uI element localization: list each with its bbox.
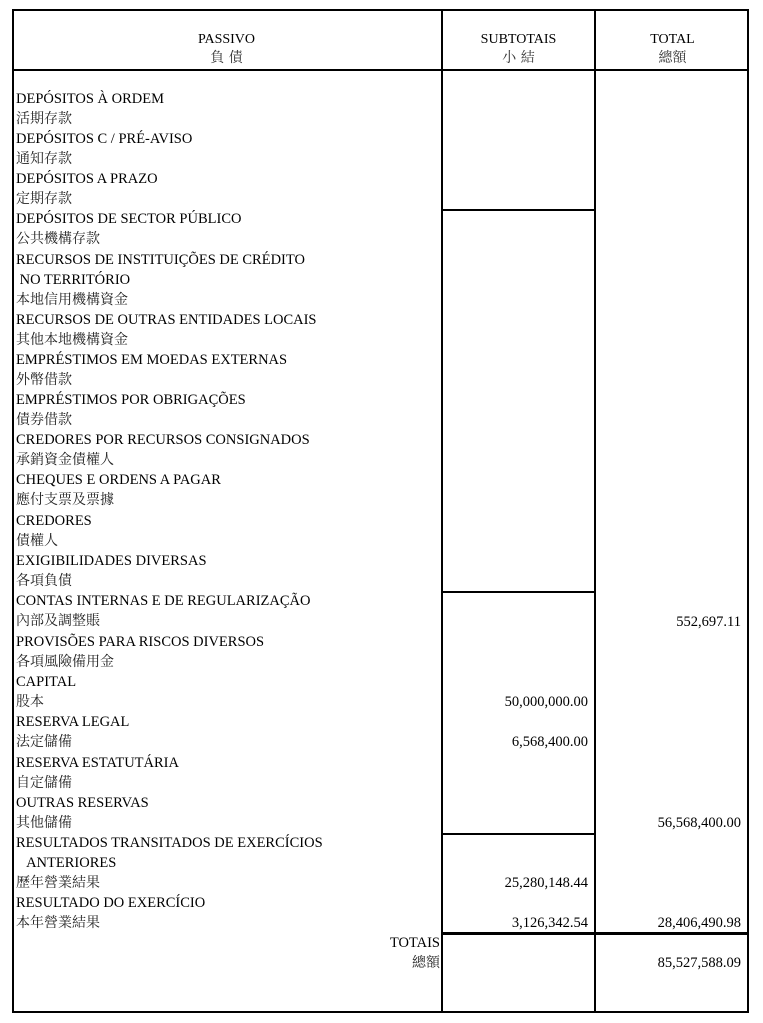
item-resultados-transitados xyxy=(16,833,323,893)
item-depositos-prazo xyxy=(16,169,158,209)
item-label: OUTRAS RESERVAS xyxy=(16,795,149,811)
header-total-label-zh: 總額 xyxy=(658,50,687,66)
item-exigibilidades-diversas xyxy=(16,551,207,591)
item-label: CONTAS INTERNAS E DE REGULARIZAÇÃO xyxy=(16,593,311,609)
totals-label xyxy=(390,933,440,973)
item-credores-recursos-consignados xyxy=(16,430,310,470)
item-label: EMPRÉSTIMOS EM MOEDAS EXTERNAS xyxy=(16,352,288,368)
item-depositos-pre-aviso xyxy=(16,129,192,169)
totals-label-zh: 總額 xyxy=(412,955,440,971)
item-label-zh: 內部及調整賬 xyxy=(16,613,100,629)
subtotal-reserva-legal: 6,568,400.00 xyxy=(511,734,588,750)
header-rule xyxy=(12,69,749,71)
item-label: CHEQUES E ORDENS A PAGAR xyxy=(16,472,221,488)
item-capital xyxy=(16,672,76,712)
item-label-zh: 應付支票及票據 xyxy=(16,492,114,508)
total-outras-reservas: 56,568,400.00 xyxy=(657,815,741,831)
item-label: RECURSOS DE OUTRAS ENTIDADES LOCAIS xyxy=(16,312,317,328)
item-label-zh: 承銷資金債權人 xyxy=(16,452,114,468)
group-rule xyxy=(441,833,596,835)
item-label-continued: NO TERRITÓRIO xyxy=(16,272,131,288)
totals-label-pt: TOTAIS xyxy=(389,935,440,951)
item-recursos-outras-entidades xyxy=(16,310,317,350)
column-divider xyxy=(594,9,596,1013)
total-contas-internas: 552,697.11 xyxy=(676,614,741,630)
total-resultado-exercicio: 28,406,490.98 xyxy=(657,915,741,931)
item-label-zh: 其他本地機構資金 xyxy=(16,332,128,348)
item-label: DEPÓSITOS DE SECTOR PÚBLICO xyxy=(16,211,242,227)
column-divider xyxy=(441,9,443,1013)
item-label: EXIGIBILIDADES DIVERSAS xyxy=(16,553,207,569)
item-label-zh: 本年營業結果 xyxy=(16,915,100,931)
item-label-zh: 自定儲備 xyxy=(16,775,72,791)
header-total xyxy=(596,30,749,68)
item-recursos-instituicoes-credito xyxy=(16,250,305,310)
item-reserva-estatutaria xyxy=(16,753,179,793)
item-label-zh: 公共機構存款 xyxy=(16,231,100,247)
subtotal-resultados-transitados: 25,280,148.44 xyxy=(504,875,588,891)
item-label: RESULTADO DO EXERCÍCIO xyxy=(16,895,206,911)
item-label-zh: 通知存款 xyxy=(16,151,72,167)
item-label: DEPÓSITOS A PRAZO xyxy=(16,171,158,187)
item-label-zh: 本地信用機構資金 xyxy=(16,292,128,308)
item-label-zh: 各項風險備用金 xyxy=(16,654,114,670)
item-label: DEPÓSITOS C / PRÉ-AVISO xyxy=(16,131,193,147)
item-label: PROVISÕES PARA RISCOS DIVERSOS xyxy=(16,634,265,650)
subtotal-capital: 50,000,000.00 xyxy=(504,694,588,710)
item-label: CAPITAL xyxy=(16,674,77,690)
item-label: CREDORES xyxy=(16,513,92,529)
item-credores xyxy=(16,511,92,551)
group-rule xyxy=(441,591,596,593)
header-passivo xyxy=(12,30,441,68)
item-label: EMPRÉSTIMOS POR OBRIGAÇÕES xyxy=(16,392,246,408)
item-label-zh: 其他儲備 xyxy=(16,815,72,831)
grand-total: 85,527,588.09 xyxy=(657,955,741,971)
item-depositos-ordem xyxy=(16,89,164,129)
item-depositos-sector-publico xyxy=(16,209,241,249)
item-cheques-ordens-pagar xyxy=(16,470,221,510)
item-reserva-legal xyxy=(16,712,129,752)
item-label-zh: 法定儲備 xyxy=(16,734,72,750)
group-rule xyxy=(441,209,596,211)
item-label: RESULTADOS TRANSITADOS DE EXERCÍCIOS xyxy=(16,835,323,851)
item-label-zh: 定期存款 xyxy=(16,191,72,207)
item-label-continued: ANTERIORES xyxy=(16,855,117,871)
item-label-zh: 債券借款 xyxy=(16,412,72,428)
header-subtotais-label: SUBTOTAIS xyxy=(480,32,557,47)
item-label-zh: 債權人 xyxy=(16,533,58,549)
item-emprestimos-moedas-externas xyxy=(16,350,287,390)
item-resultado-exercicio xyxy=(16,893,205,933)
subtotal-resultado-exercicio: 3,126,342.54 xyxy=(511,915,588,931)
item-label: RESERVA ESTATUTÁRIA xyxy=(16,755,179,771)
item-outras-reservas xyxy=(16,793,149,833)
item-label-zh: 各項負債 xyxy=(16,573,72,589)
item-label: RESERVA LEGAL xyxy=(16,714,130,730)
item-contas-internas xyxy=(16,591,310,631)
item-label-zh: 歷年營業結果 xyxy=(16,875,100,891)
header-passivo-label-zh: 負 債 xyxy=(210,50,243,66)
item-label-zh: 活期存款 xyxy=(16,111,72,127)
header-passivo-label: PASSIVO xyxy=(197,32,256,47)
item-label: DEPÓSITOS À ORDEM xyxy=(16,91,164,107)
item-label: CREDORES POR RECURSOS CONSIGNADOS xyxy=(16,432,310,448)
item-emprestimos-obrigacoes xyxy=(16,390,246,430)
item-label: RECURSOS DE INSTITUIÇÕES DE CRÉDITO xyxy=(16,252,305,268)
item-label-zh: 外幣借款 xyxy=(16,372,72,388)
header-subtotais-label-zh: 小 結 xyxy=(502,50,535,66)
item-label-zh: 股本 xyxy=(16,694,44,710)
header-subtotais xyxy=(443,30,594,68)
header-total-label: TOTAL xyxy=(650,32,695,47)
item-provisoes-riscos xyxy=(16,632,264,672)
